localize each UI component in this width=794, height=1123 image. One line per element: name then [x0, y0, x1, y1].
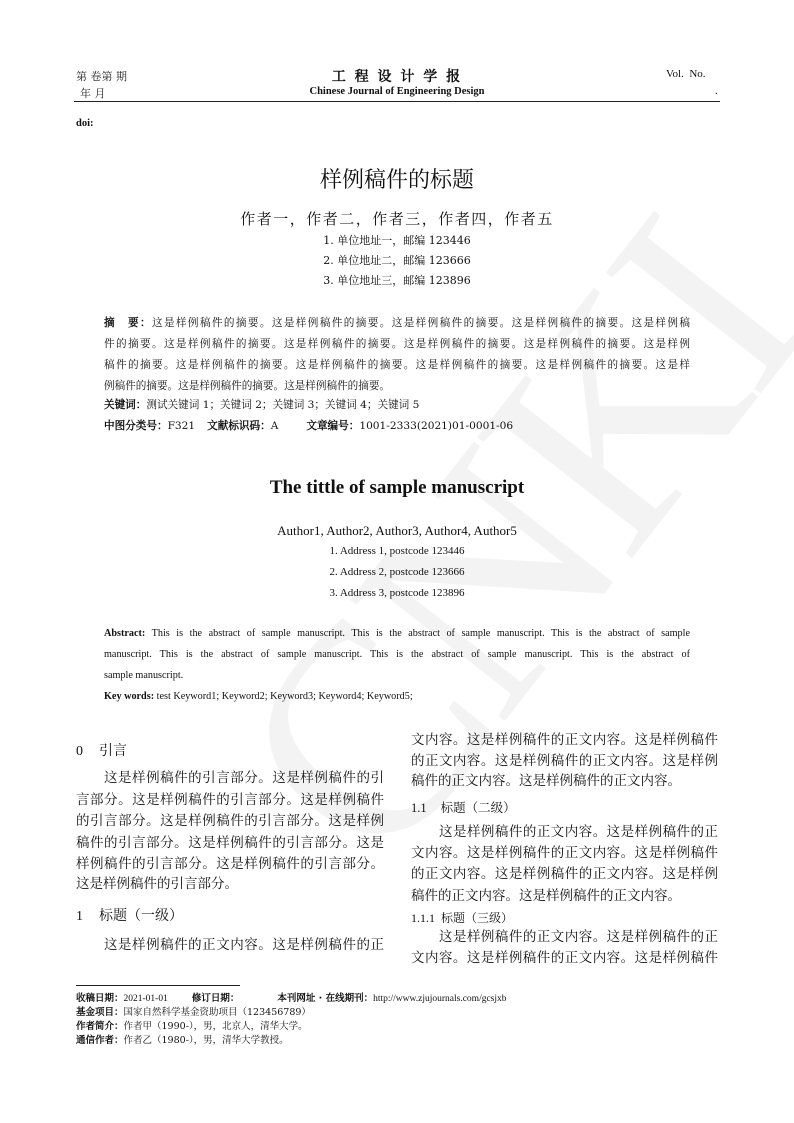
heading-number: 1.1	[411, 801, 427, 815]
section-1-1-1-line: 这是样例稿件的正文内容。这是样例稿件的正	[439, 929, 718, 945]
doi-label: doi:	[76, 118, 94, 129]
heading-number: 1.1.1	[411, 911, 435, 925]
section-1-1-line: 这是样例稿件的正文内容。这是样例稿件的正	[439, 824, 718, 840]
footnote-fund	[76, 1007, 311, 1019]
section-1-1-1-line: 文内容。这是样例稿件的正文内容。这是样例稿件	[411, 950, 718, 966]
section-1-line: 稿件的正文内容。这是样例稿件的正文内容。	[411, 773, 681, 789]
heading-text: 标题（二级）	[440, 800, 516, 815]
header-vol-no: Vol. No.	[666, 68, 706, 80]
doc-code-label: 文献标识码：	[207, 420, 271, 432]
affiliation-cn-1: 1. 单位地址一，邮编 123446	[323, 234, 471, 247]
heading-section-1-1	[411, 798, 516, 816]
paper-title-cn: 样例稿件的标题	[319, 168, 474, 193]
intro-line: 样例稿件的引言部分。这是样例稿件的引言部分。	[76, 856, 384, 872]
heading-intro	[76, 740, 127, 760]
footnote-corresponding	[76, 1035, 289, 1047]
clc-label: 中图分类号：	[104, 420, 168, 432]
abstract-en-line: sample manuscript.	[104, 670, 184, 681]
section-1-line: 文内容。这是样例稿件的正文内容。这是样例稿件	[411, 732, 718, 748]
affiliation-en-2: 2. Address 2, postcode 123666	[329, 566, 465, 578]
header-volume-issue: 第 卷第 期	[76, 70, 127, 83]
heading-text: 引言	[99, 743, 127, 759]
abstract-cn-line: 摘 要：这是样例稿件的摘要。这是样例稿件的摘要。这是样例稿件的摘要。这是样例稿件的摘要。这是样例稿	[104, 317, 690, 329]
abstract-cn-line: 例稿件的摘要。这是样例稿件的摘要。这是样例稿件的摘要。	[104, 380, 391, 392]
received-label: 收稿日期：	[76, 993, 124, 1004]
heading-number: 1	[76, 909, 83, 924]
heading-text: 标题（一级）	[99, 908, 183, 924]
heading-section-1-1-1	[411, 909, 513, 926]
heading-section-1	[76, 905, 183, 925]
keywords-en-label: Key words:	[104, 691, 155, 702]
abstract-en-line: manuscript. This is the abstract of sample manuscript. This is the abstract of sample manuscript. This is the abstract of	[104, 649, 690, 660]
footnote-author-bio	[76, 1021, 308, 1033]
journal-title-en: Chinese Journal of Engineering Design	[309, 86, 485, 97]
header-year-month: 年 月	[80, 87, 106, 100]
intro-line: 的引言部分。这是样例稿件的引言部分。这是样例	[76, 813, 384, 829]
affiliation-en-3: 3. Address 3, postcode 123896	[329, 587, 465, 599]
received-date: 2021-01-01	[123, 994, 168, 1004]
keywords-cn-value: 测试关键词 1；关键词 2；关键词 3；关键词 4；关键词 5	[146, 399, 420, 411]
paper-title-en: The tittle of sample manuscript	[269, 477, 525, 498]
abstract-en-line: Abstract: This is the abstract of sample manuscript. This is the abstract of sample manuscript. This is the abstract of sample	[104, 628, 690, 639]
author-bio-label: 作者简介：	[76, 1021, 124, 1032]
footnote-dates	[76, 993, 507, 1005]
corresponding-value: 作者乙（1980-），男，清华大学教授。	[123, 1035, 289, 1046]
header-dot: .	[715, 85, 718, 97]
footnote-rule	[76, 985, 240, 986]
website-url[interactable]: http://www.zjujournals.com/gcsjxb	[373, 994, 507, 1004]
clc-value: F321	[167, 420, 196, 432]
website-label: 本刊网址 · 在线期刊：	[277, 993, 374, 1004]
intro-line: 稿件的引言部分。这是样例稿件的引言部分。这是	[76, 835, 384, 851]
keywords-en	[104, 691, 413, 702]
section-1-line: 的正文内容。这是样例稿件的正文内容。这是样例	[411, 753, 718, 769]
affiliation-cn-2: 2. 单位地址二，邮编 123666	[323, 254, 471, 267]
section-1-1-line: 稿件的正文内容。这是样例稿件的正文内容。	[411, 888, 681, 904]
authors-en: Author1, Author2, Author3, Author4, Author5	[277, 523, 517, 538]
classification-line	[104, 420, 513, 433]
keywords-en-value: test Keyword1; Keyword2; Keyword3; Keyword4; Keyword5;	[154, 691, 413, 702]
article-no-label: 文章编号：	[306, 420, 360, 432]
article-no-value: 1001-2333(2021)01-0001-06	[359, 420, 514, 432]
abstract-cn-label: 摘 要：	[104, 317, 152, 329]
doc-code-value: A	[270, 420, 279, 432]
section-1-1-line: 的正文内容。这是样例稿件的正文内容。这是样例	[411, 866, 718, 882]
section-1-1-line: 文内容。这是样例稿件的正文内容。这是样例稿件	[411, 845, 718, 861]
fund-label: 基金项目：	[76, 1007, 124, 1018]
heading-number: 0	[76, 744, 83, 759]
intro-line: 这是样例稿件的引言部分。	[76, 876, 238, 892]
heading-text: 标题（三级）	[441, 911, 514, 925]
revised-label: 修订日期：	[191, 993, 240, 1004]
author-bio-value: 作者甲（1990-），男，北京人，清华大学。	[123, 1021, 308, 1032]
fund-value: 国家自然科学基金资助项目（123456789）	[123, 1007, 311, 1018]
abstract-en-label: Abstract:	[104, 628, 146, 639]
section-1-line: 这是样例稿件的正文内容。这是样例稿件的正	[104, 937, 384, 953]
corresponding-label: 通信作者：	[76, 1035, 124, 1046]
journal-title-cn: 工 程 设 计 学 报	[331, 69, 463, 85]
abstract-cn-line: 件的摘要。这是样例稿件的摘要。这是样例稿件的摘要。这是样例稿件的摘要。这是样例稿件的摘要。这是样例	[104, 338, 690, 350]
keywords-cn	[104, 399, 419, 412]
header-rule	[74, 101, 720, 102]
intro-line: 言部分。这是样例稿件的引言部分。这是样例稿件	[76, 792, 384, 808]
keywords-cn-label: 关键词：	[104, 399, 147, 411]
affiliation-cn-3: 3. 单位地址三，邮编 123896	[323, 274, 471, 287]
intro-line: 这是样例稿件的引言部分。这是样例稿件的引	[104, 770, 384, 786]
abstract-cn-line: 稿件的摘要。这是样例稿件的摘要。这是样例稿件的摘要。这是样例稿件的摘要。这是样例稿件的摘要。这是样	[104, 359, 690, 371]
affiliation-en-1: 1. Address 1, postcode 123446	[329, 545, 465, 557]
authors-cn: 作者一，作者二，作者三，作者四，作者五	[240, 210, 554, 228]
